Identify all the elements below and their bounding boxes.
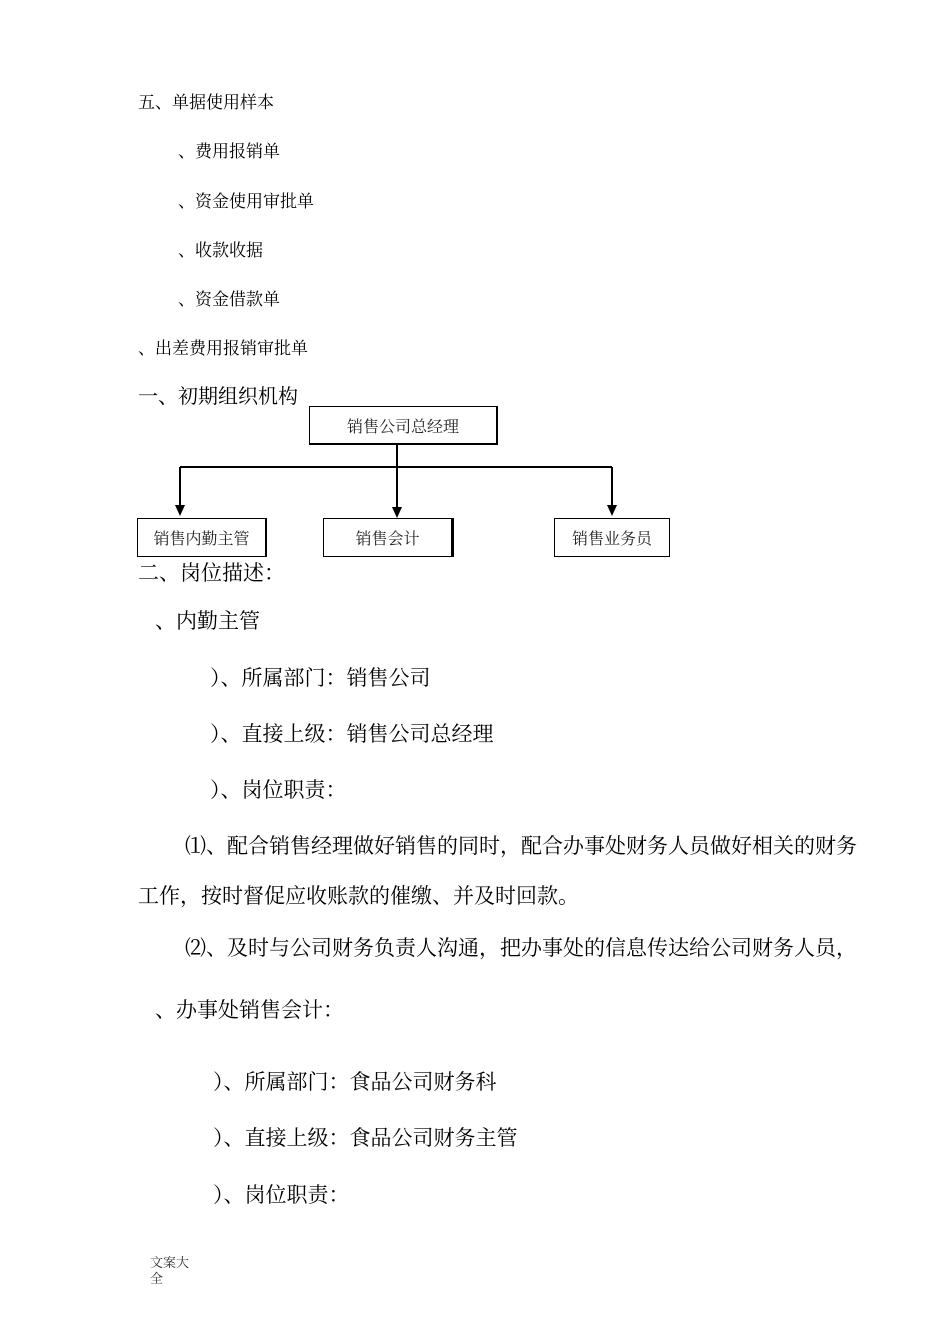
role-department: ）、所属部门：销售公司 bbox=[210, 666, 431, 690]
list-item: 、费用报销单 bbox=[178, 142, 280, 162]
arrow-down-icon bbox=[175, 505, 185, 516]
role-superior: ）、直接上级：销售公司总经理 bbox=[210, 722, 494, 746]
footer-label: 文案大全 bbox=[150, 1256, 190, 1287]
duty-paragraph: ⑴、配合销售经理做好销售的同时，配合办事处财务人员做好相关的财务 bbox=[185, 834, 857, 858]
list-item: 、资金使用审批单 bbox=[178, 192, 314, 212]
arrow-down-icon bbox=[607, 505, 617, 516]
role-duties-label: ）、岗位职责： bbox=[213, 1183, 350, 1207]
role-title: 、办事处销售会计： bbox=[155, 998, 344, 1022]
role-duties-label: ）、岗位职责： bbox=[210, 778, 347, 802]
section1-title: 一、初期组织机构 bbox=[138, 384, 298, 408]
duty-paragraph: ⑵、及时与公司财务负责人沟通，把办事处的信息传达给公司财务人员， bbox=[185, 936, 857, 960]
org-node-child: 销售会计 bbox=[323, 518, 454, 557]
duty-paragraph-continued: 工作，按时督促应收账款的催缴、并及时回款。 bbox=[138, 884, 579, 908]
role-superior: ）、直接上级：食品公司财务主管 bbox=[213, 1126, 518, 1150]
org-node-child: 销售业务员 bbox=[554, 518, 670, 557]
section2-title: 二、岗位描述： bbox=[138, 561, 285, 585]
org-node-child: 销售内勤主管 bbox=[137, 518, 267, 557]
list-item: 、出差费用报销审批单 bbox=[138, 339, 308, 359]
list-item: 、资金借款单 bbox=[178, 290, 280, 310]
section5-title: 五、单据使用样本 bbox=[138, 93, 274, 113]
role-title: 、内勤主管 bbox=[155, 609, 260, 633]
role-department: ）、所属部门：食品公司财务科 bbox=[213, 1070, 497, 1094]
org-node-root: 销售公司总经理 bbox=[309, 406, 498, 445]
list-item: 、收款收据 bbox=[178, 241, 263, 261]
arrow-down-icon bbox=[392, 507, 402, 518]
